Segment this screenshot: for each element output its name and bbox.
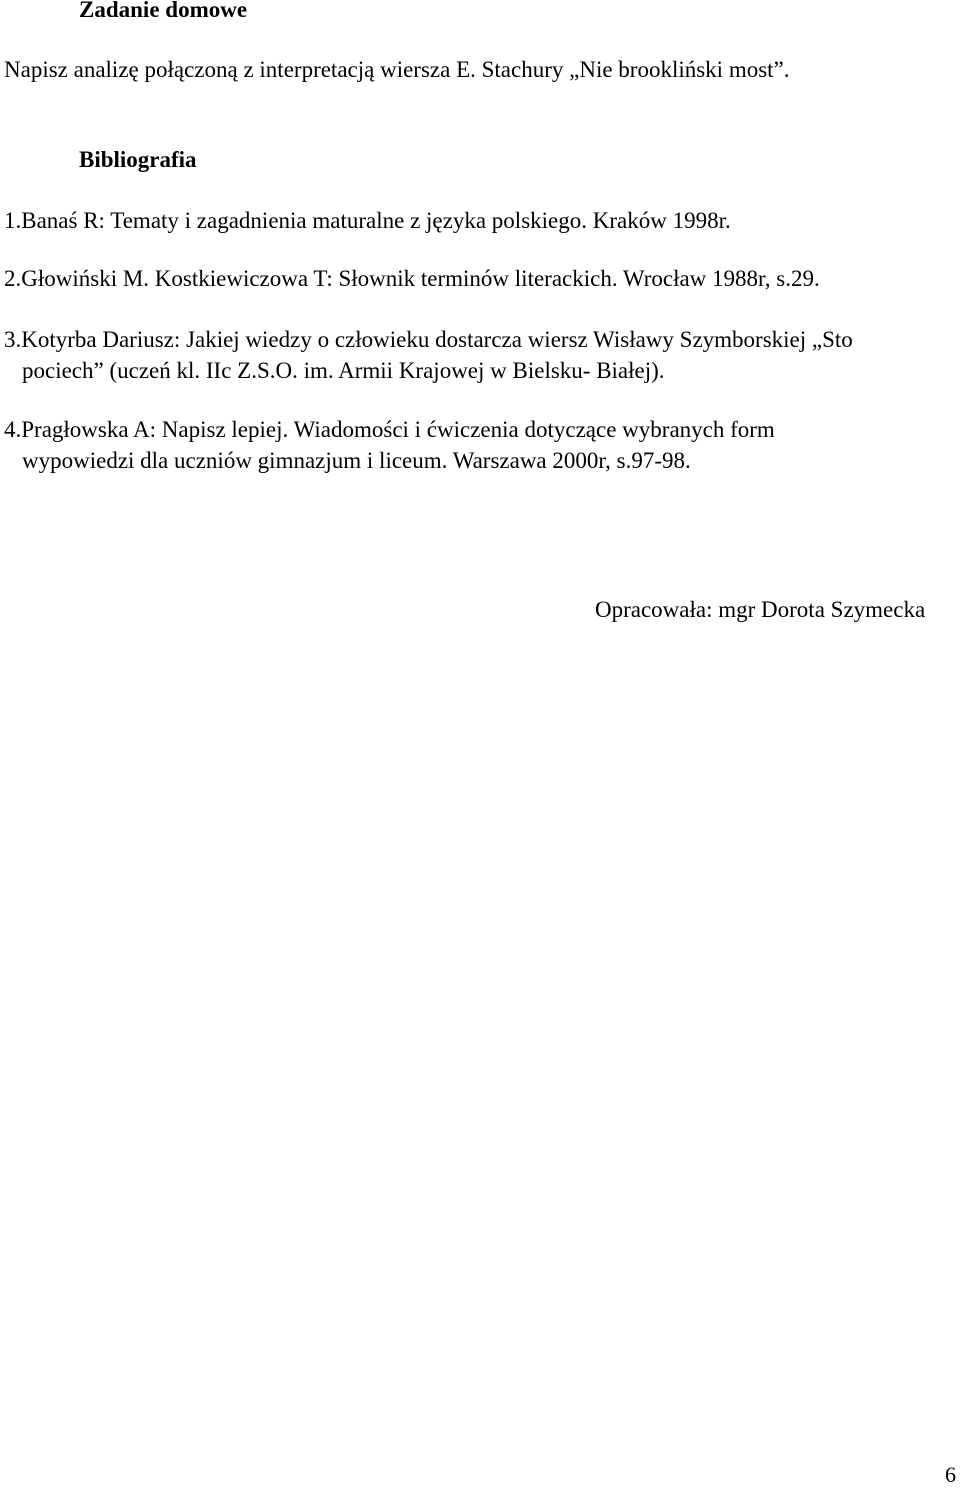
bibliography-entry-3-line-1: 3.Kotyrba Dariusz: Jakiej wiedzy o człowieku dostarcza wiersz Wisławy Szymborskiej „Sto (4, 327, 853, 352)
homework-heading: Zadanie domowe (79, 0, 248, 22)
bibliography-entry-4-line-1: 4.Pragłowska A: Napisz lepiej. Wiadomości i ćwiczenia dotyczące wybranych form (4, 417, 775, 442)
bibliography-heading: Bibliografia (79, 147, 197, 172)
bibliography-entry-1: 1.Banaś R: Tematy i zagadnienia maturalne z języka polskiego. Kraków 1998r. (4, 208, 731, 233)
bibliography-entry-2: 2.Głowiński M. Kostkiewiczowa T: Słownik terminów literackich. Wrocław 1988r, s.29. (4, 266, 820, 291)
bibliography-entry-3-line-2: pociech” (uczeń kl. IIc Z.S.O. im. Armii Krajowej w Bielsku- Białej). (22, 358, 665, 383)
homework-task: Napisz analizę połączoną z interpretacją wiersza E. Stachury „Nie brookliński most”. (4, 57, 790, 82)
author-note: Opracowała: mgr Dorota Szymecka (595, 597, 926, 622)
bibliography-entry-4-line-2: wypowiedzi dla uczniów gimnazjum i liceum. Warszawa 2000r, s.97-98. (22, 448, 691, 473)
page-number: 6 (945, 1462, 956, 1487)
